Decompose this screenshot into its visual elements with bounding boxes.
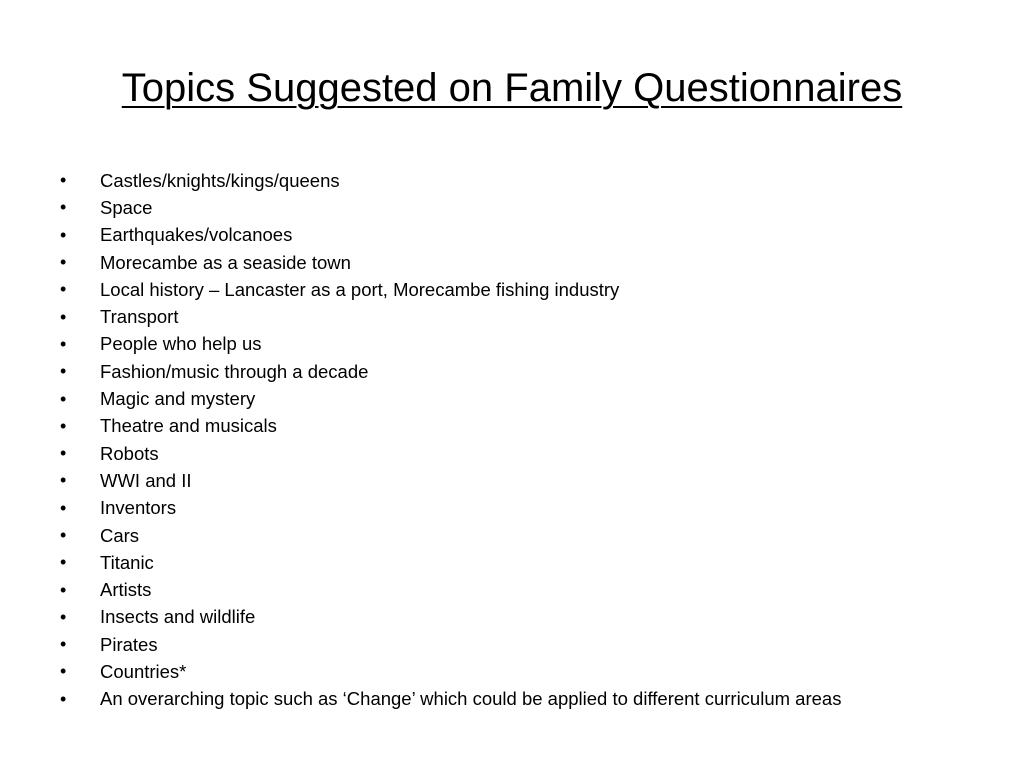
list-item — [60, 385, 1000, 412]
list-item-text: An overarching topic such as ‘Change’ which could be applied to different curriculum areas — [100, 688, 842, 710]
list-item-text: Morecambe as a seaside town — [100, 251, 351, 273]
bullet-icon: • — [60, 552, 67, 573]
bullet-icon: • — [60, 333, 67, 354]
list-item-text: Fashion/music through a decade — [100, 360, 369, 382]
list-item — [60, 440, 1000, 467]
list-item — [60, 576, 1000, 603]
list-item — [60, 522, 1000, 549]
bullet-icon: • — [60, 252, 67, 273]
list-item — [60, 658, 1000, 685]
list-item-text: Countries* — [100, 660, 187, 682]
list-item — [60, 167, 1000, 194]
bullet-icon: • — [60, 497, 67, 518]
slide-title: Topics Suggested on Family Questionnaires — [121, 66, 903, 110]
list-item — [60, 276, 1000, 303]
list-item-text: Local history – Lancaster as a port, Morecambe fishing industry — [100, 278, 620, 300]
list-item — [60, 194, 1000, 221]
list-item — [60, 222, 1000, 249]
bullet-icon: • — [60, 388, 67, 409]
list-item-text: Robots — [100, 442, 159, 464]
list-item — [60, 467, 1000, 494]
list-item — [60, 549, 1000, 576]
bullet-icon: • — [60, 224, 67, 245]
list-item — [60, 331, 1000, 358]
list-item — [60, 303, 1000, 330]
list-item-text: Magic and mystery — [100, 388, 256, 410]
list-item-text: Theatre and musicals — [100, 415, 277, 437]
list-item-text: WWI and II — [100, 469, 192, 491]
list-item-text: Space — [100, 196, 153, 218]
list-item — [60, 358, 1000, 385]
list-item-text: Pirates — [100, 633, 158, 655]
list-item-text: Artists — [100, 579, 152, 601]
list-item-text: Transport — [100, 306, 179, 328]
list-item-text: Inventors — [100, 497, 177, 519]
list-item-text: Insects and wildlife — [100, 606, 256, 628]
bullet-icon: • — [60, 661, 67, 682]
bullet-icon: • — [60, 306, 67, 327]
list-item — [60, 413, 1000, 440]
bullet-icon: • — [60, 279, 67, 300]
bullet-icon: • — [60, 361, 67, 382]
list-item-text: Earthquakes/volcanoes — [100, 224, 293, 246]
list-item — [60, 604, 1000, 631]
topic-list — [60, 167, 1000, 713]
bullet-icon: • — [60, 579, 67, 600]
bullet-icon: • — [60, 170, 67, 191]
list-item — [60, 631, 1000, 658]
bullet-icon: • — [60, 470, 67, 491]
bullet-icon: • — [60, 443, 67, 464]
bullet-icon: • — [60, 606, 67, 627]
list-item — [60, 495, 1000, 522]
list-item — [60, 686, 1000, 713]
list-item-text: Titanic — [100, 551, 154, 573]
bullet-icon: • — [60, 197, 67, 218]
bullet-icon: • — [60, 688, 67, 709]
list-item-text: Castles/knights/kings/queens — [100, 169, 340, 191]
list-item — [60, 249, 1000, 276]
list-item-text: Cars — [100, 524, 140, 546]
list-item-text: People who help us — [100, 333, 262, 355]
bullet-icon: • — [60, 415, 67, 436]
bullet-icon: • — [60, 525, 67, 545]
bullet-icon: • — [60, 634, 67, 655]
